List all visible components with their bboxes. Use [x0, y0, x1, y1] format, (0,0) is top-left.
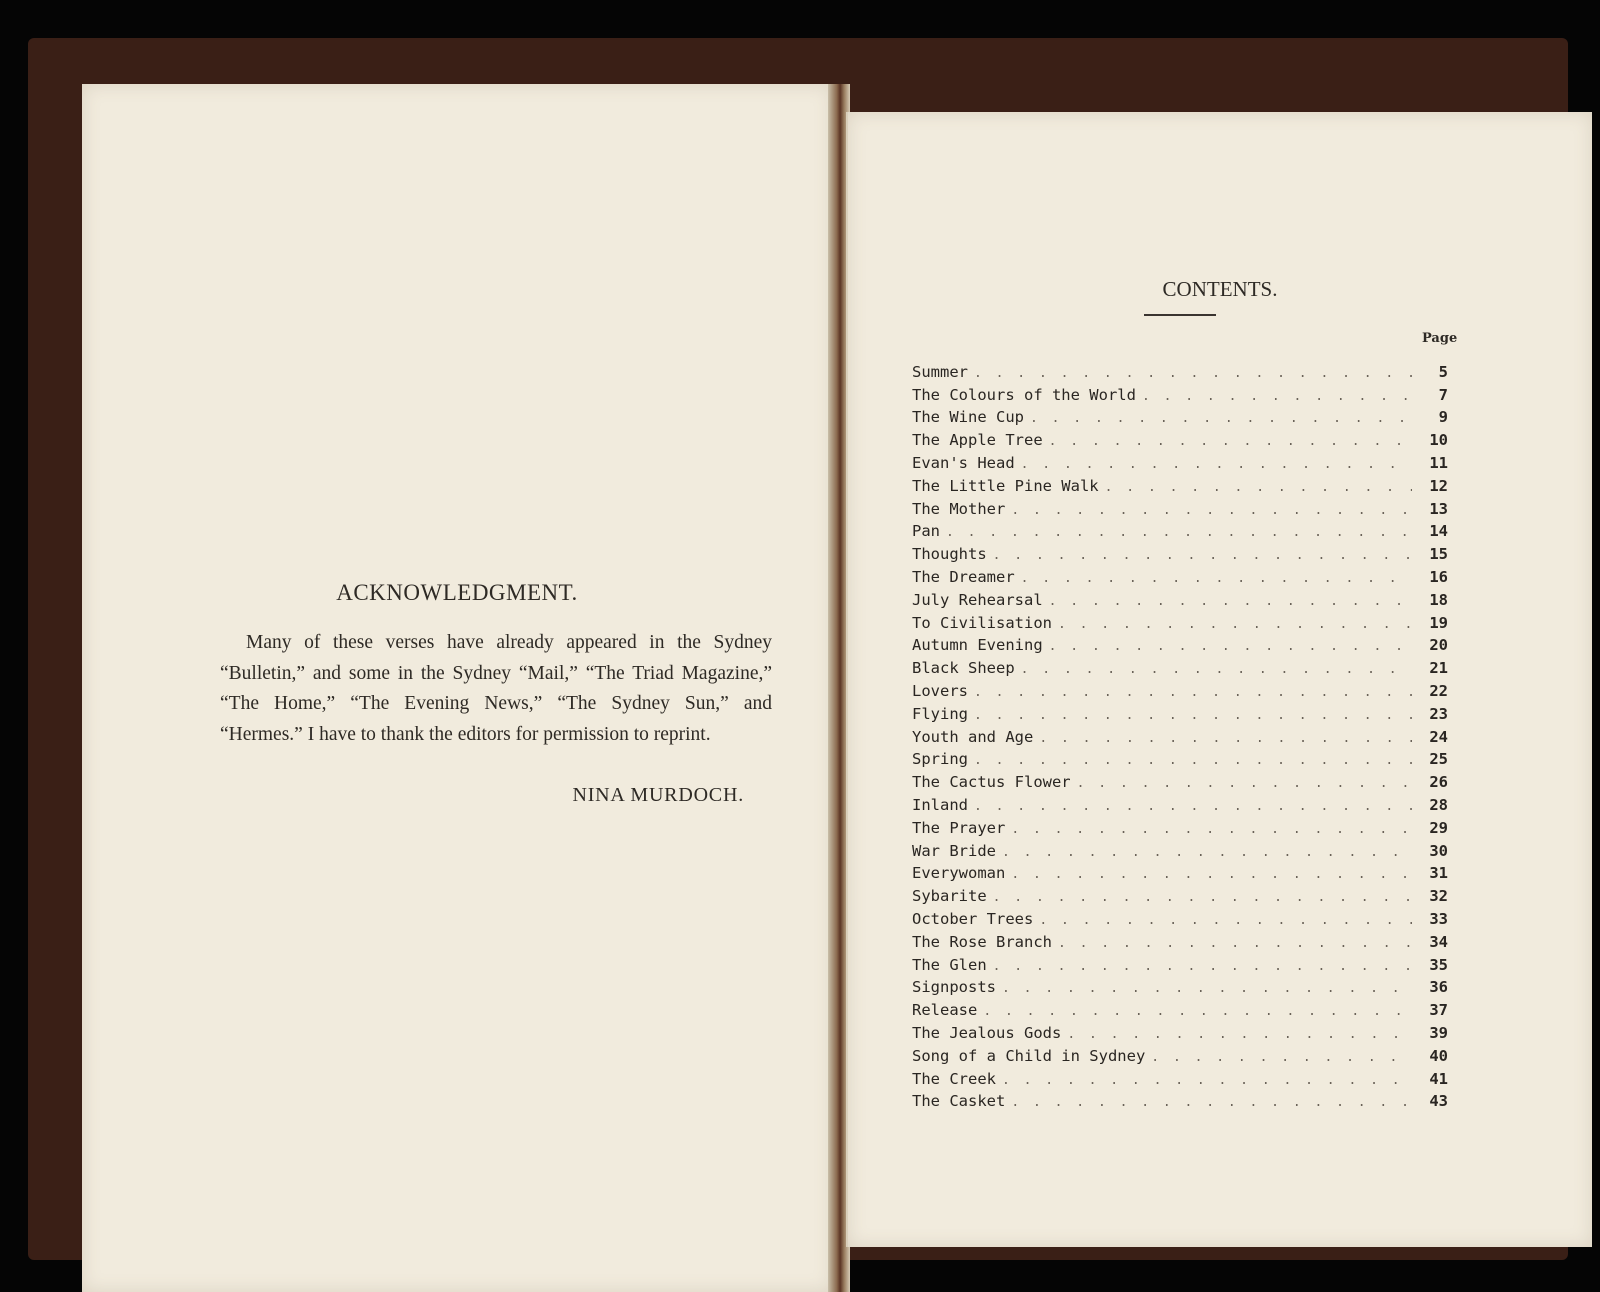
dot-leader — [1049, 434, 1412, 449]
contents-entry — [912, 654, 1448, 677]
entry-title: Evan's Head — [912, 453, 1015, 472]
entry-page-number: 39 — [1429, 1023, 1448, 1042]
entry-page-number: 12 — [1429, 476, 1448, 495]
dot-leader — [1105, 480, 1412, 495]
dot-leader — [1077, 776, 1412, 791]
right-page — [846, 112, 1592, 1247]
dot-leader — [993, 890, 1412, 905]
entry-title: The Glen — [912, 955, 987, 974]
entry-page-number: 22 — [1429, 681, 1448, 700]
dot-leader — [974, 708, 1412, 723]
entry-page-number: 29 — [1429, 818, 1448, 837]
entry-page-number: 14 — [1429, 522, 1448, 541]
entry-page-number: 34 — [1429, 932, 1448, 951]
entry-title: Sybarite — [912, 887, 987, 906]
dot-leader — [1021, 571, 1412, 586]
entry-title: Youth and Age — [912, 727, 1034, 746]
dot-leader — [1039, 913, 1412, 928]
contents-entry — [912, 1042, 1448, 1065]
entry-page-number: 9 — [1438, 408, 1448, 427]
entry-title: Release — [912, 1001, 978, 1020]
dot-leader — [1002, 845, 1412, 860]
entry-title: July Rehearsal — [912, 590, 1043, 609]
contents-entry — [912, 381, 1448, 404]
entry-title: The Little Pine Walk — [912, 476, 1099, 495]
entry-page-number: 18 — [1429, 590, 1448, 609]
dot-leader — [993, 959, 1412, 974]
entry-page-number: 32 — [1429, 887, 1448, 906]
dot-leader — [1002, 1073, 1412, 1088]
contents-title: CONTENTS. — [1162, 277, 1278, 301]
contents-entry — [912, 996, 1448, 1019]
contents-entry — [912, 677, 1448, 700]
contents-entry — [912, 518, 1448, 541]
entry-page-number: 31 — [1429, 864, 1448, 883]
entry-title: The Casket — [912, 1092, 1006, 1111]
entry-title: The Apple Tree — [912, 431, 1043, 450]
entry-page-number: 28 — [1429, 795, 1448, 814]
entry-title: Spring — [912, 750, 968, 769]
entry-title: To Civilisation — [912, 613, 1052, 632]
dot-leader — [1142, 389, 1412, 404]
entry-page-number: 7 — [1438, 385, 1448, 404]
dot-leader — [946, 525, 1412, 540]
entry-page-number: 25 — [1429, 750, 1448, 769]
entry-title: Lovers — [912, 681, 968, 700]
entry-title: Song of a Child in Sydney — [912, 1046, 1146, 1065]
contents-entry — [912, 928, 1448, 951]
entry-page-number: 15 — [1429, 545, 1448, 564]
contents-list — [912, 358, 1448, 1110]
contents-entry — [912, 472, 1448, 495]
dot-leader — [1021, 457, 1412, 472]
contents-entry — [912, 974, 1448, 997]
entry-title: Everywoman — [912, 864, 1006, 883]
entry-title: The Dreamer — [912, 567, 1015, 586]
entry-page-number: 37 — [1429, 1001, 1448, 1020]
entry-title: The Mother — [912, 499, 1006, 518]
entry-page-number: 21 — [1429, 659, 1448, 678]
author-signature: NINA MURDOCH. — [572, 784, 744, 806]
entry-title: The Wine Cup — [912, 408, 1024, 427]
entry-page-number: 11 — [1429, 453, 1448, 472]
dot-leader — [974, 685, 1412, 700]
dot-leader — [1067, 1027, 1412, 1042]
dot-leader — [1030, 411, 1412, 426]
entry-page-number: 43 — [1429, 1092, 1448, 1111]
dot-leader — [1011, 867, 1412, 882]
contents-entry — [912, 746, 1448, 769]
entry-page-number: 30 — [1429, 841, 1448, 860]
entry-page-number: 36 — [1429, 978, 1448, 997]
acknowledgment-title: ACKNOWLEDGMENT. — [336, 580, 578, 605]
dot-leader — [1151, 1050, 1412, 1065]
dot-leader — [1049, 594, 1412, 609]
contents-entry — [912, 540, 1448, 563]
dot-leader — [974, 366, 1412, 381]
entry-page-number: 10 — [1429, 431, 1448, 450]
entry-title: Pan — [912, 522, 940, 541]
contents-entry — [912, 1065, 1448, 1088]
dot-leader — [1011, 1095, 1412, 1110]
entry-page-number: 20 — [1429, 636, 1448, 655]
contents-entry — [912, 586, 1448, 609]
contents-entry — [912, 837, 1448, 860]
contents-entry — [912, 860, 1448, 883]
contents-entry — [912, 723, 1448, 746]
entry-page-number: 19 — [1429, 613, 1448, 632]
contents-entry — [912, 1019, 1448, 1042]
entry-title: Thoughts — [912, 545, 987, 564]
entry-title: War Bride — [912, 841, 996, 860]
contents-entry — [912, 791, 1448, 814]
dot-leader — [983, 1004, 1412, 1019]
entry-title: Inland — [912, 795, 968, 814]
entry-page-number: 13 — [1429, 499, 1448, 518]
entry-title: Summer — [912, 362, 968, 381]
contents-entry — [912, 700, 1448, 723]
entry-title: October Trees — [912, 909, 1034, 928]
entry-page-number: 26 — [1429, 773, 1448, 792]
contents-entry — [912, 495, 1448, 518]
entry-page-number: 40 — [1429, 1046, 1448, 1065]
page-column-label: Page — [1422, 331, 1458, 346]
entry-title: Signposts — [912, 978, 996, 997]
entry-title: The Cactus Flower — [912, 773, 1071, 792]
dot-leader — [1039, 731, 1412, 746]
entry-title: Flying — [912, 704, 968, 723]
contents-entry — [912, 1088, 1448, 1111]
dot-leader — [974, 753, 1412, 768]
entry-title: Autumn Evening — [912, 636, 1043, 655]
entry-title: The Colours of the World — [912, 385, 1136, 404]
dot-leader — [1021, 662, 1412, 677]
contents-entry — [912, 951, 1448, 974]
entry-page-number: 33 — [1429, 909, 1448, 928]
contents-entry — [912, 632, 1448, 655]
entry-title: The Jealous Gods — [912, 1023, 1062, 1042]
contents-entry — [912, 882, 1448, 905]
contents-entry — [912, 358, 1448, 381]
dot-leader — [1058, 617, 1412, 632]
entry-page-number: 41 — [1429, 1069, 1448, 1088]
entry-title: The Creek — [912, 1069, 996, 1088]
entry-page-number: 5 — [1438, 362, 1448, 381]
contents-entry — [912, 426, 1448, 449]
dot-leader — [1002, 981, 1412, 996]
dot-leader — [1058, 936, 1412, 951]
contents-entry — [912, 563, 1448, 586]
dot-leader — [1011, 822, 1412, 837]
entry-page-number: 24 — [1429, 727, 1448, 746]
entry-page-number: 35 — [1429, 955, 1448, 974]
acknowledgment-body: Many of these verses have already appeared in the Sydney “Bulletin,” and some in the Sydney “Mail,” “The Triad Magazine,” “The Home,” “The Evening News,” “The Sydney Sun,” and “Hermes.” I have to thank the editors for permission to reprint. — [220, 632, 772, 745]
contents-divider — [1144, 314, 1216, 316]
left-page — [82, 84, 834, 1292]
dot-leader — [1011, 503, 1412, 518]
dot-leader — [974, 799, 1412, 814]
dot-leader — [1049, 639, 1412, 654]
entry-title: Black Sheep — [912, 659, 1015, 678]
dot-leader — [993, 548, 1412, 563]
entry-page-number: 16 — [1429, 567, 1448, 586]
entry-title: The Rose Branch — [912, 932, 1052, 951]
contents-entry — [912, 449, 1448, 472]
entry-page-number: 23 — [1429, 704, 1448, 723]
contents-entry — [912, 905, 1448, 928]
contents-entry — [912, 768, 1448, 791]
contents-entry — [912, 814, 1448, 837]
contents-entry — [912, 609, 1448, 632]
entry-title: The Prayer — [912, 818, 1006, 837]
book-cover — [28, 38, 1568, 1260]
contents-entry — [912, 404, 1448, 427]
